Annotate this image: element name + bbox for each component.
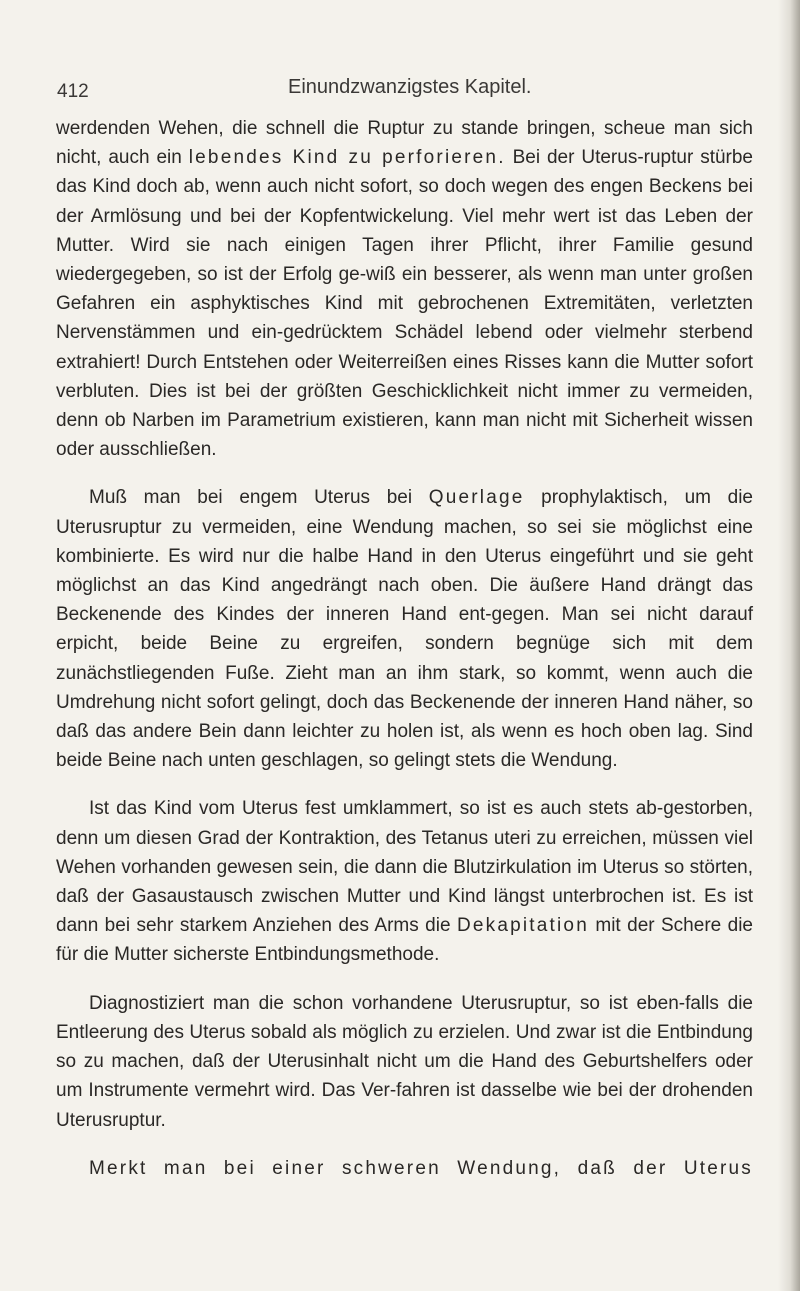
paragraph-3-text-b: mit der Schere die für die Mutter sicherste Entbindungsmethode. bbox=[56, 915, 753, 966]
paragraph-4 bbox=[56, 989, 753, 1135]
running-title: Einundzwanzigstes Kapitel. bbox=[288, 76, 532, 98]
paragraph-2 bbox=[56, 483, 753, 775]
page-header bbox=[0, 76, 800, 110]
page-edge-shadow bbox=[778, 0, 800, 1291]
paragraph-2-spaced-emphasis: Querlage bbox=[428, 487, 525, 509]
paragraph-1-text-b: Bei der Uterus-ruptur stürbe das Kind doch ab, wenn auch nicht sofort, so doch wegen des engen Beckens bei der Armlösung und bei der Kopfentwickelung. Viel mehr wert ist das Leben der Mutter. Wird sie nach einigen Tagen ihrer Pflicht, ihrer Familie gesund wiedergegeben, so ist der Erfolg ge-wiß ein besserer, als wenn man unter großen Gefahren ein asphyktisches Kind mit gebrochenen Extremitäten, verletzten Nervenstämmen und ein-gedrücktem Schädel lebend oder vielmehr sterbend extrahiert! Durch Entstehen oder Weiterreißen eines Risses kann die Mutter sofort verbluten. Dies ist bei der größten Geschicklichkeit nicht immer zu vermeiden, denn ob Narben im Parametrium existieren, kann man nicht mit Sicherheit wissen oder ausschließen. bbox=[56, 147, 753, 461]
paragraph-1-spaced-emphasis: lebendes Kind zu perforieren. bbox=[188, 147, 506, 169]
paragraph-3 bbox=[56, 794, 753, 969]
paragraph-2-text-a: Muß man bei engem Uterus bei bbox=[89, 487, 429, 509]
paragraph-5 bbox=[56, 1154, 753, 1183]
paragraph-2-text-b: prophylaktisch, um die Uterusruptur zu vermeiden, eine Wendung machen, so sei sie möglichst eine kombinierte. Es wird nur die halbe Hand in den Uterus eingeführt und sie geht möglichst an das Kind angedrängt nach oben. Die äußere Hand drängt das Beckenende des Kindes der inneren Hand ent-gegen. Man sei nicht darauf erpicht, beide Beine zu ergreifen, sondern begnüge sich mit dem zunächstliegenden Fuße. Zieht man an ihm stark, so kommt, wenn auch die Umdrehung nicht sofort gelingt, doch das Beckenende der inneren Hand näher, so daß das andere Bein dann leichter zu holen ist, als wenn es hoch oben lag. Sind beide Beine nach unten geschlagen, so gelingt stets die Wendung. bbox=[56, 487, 753, 772]
paragraph-4-text: Diagnostiziert man die schon vorhandene Uterusruptur, so ist eben-falls die Entleerung des Uterus sobald als möglich zu erzielen. Und zwar ist die Entbindung so zu machen, daß der Uterusinhalt nicht um die Hand des Geburtshelfers oder um Instrumente vermehrt wird. Das Ver-fahren ist dasselbe wie bei der drohenden Uterusruptur. bbox=[56, 992, 753, 1131]
paragraph-1-text-a: werdenden Wehen, die schnell die Ruptur zu stande bringen, scheue man sich nicht, auch ein bbox=[56, 118, 753, 169]
page-number: 412 bbox=[57, 81, 89, 102]
paragraph-5-spaced-emphasis: Merkt man bei einer schweren Wendung, daß der Uterus bbox=[89, 1157, 753, 1179]
paragraph-1 bbox=[56, 114, 753, 464]
body-text bbox=[56, 114, 753, 1183]
paragraph-3-text-a: Ist das Kind vom Uterus fest umklammert, so ist es auch stets ab-gestorben, denn um diesen Grad der Kontraktion, des Tetanus uteri zu erreichen, müssen viel Wehen vorhanden gewesen sein, die dann die Blutzirkulation im Uterus so störten, daß der Gasaustausch zwischen Mutter und Kind längst unterbrochen ist. Es ist dann bei sehr starkem Anziehen des Arms die bbox=[56, 798, 753, 937]
paragraph-3-spaced-emphasis: Dekapitation bbox=[456, 915, 589, 937]
